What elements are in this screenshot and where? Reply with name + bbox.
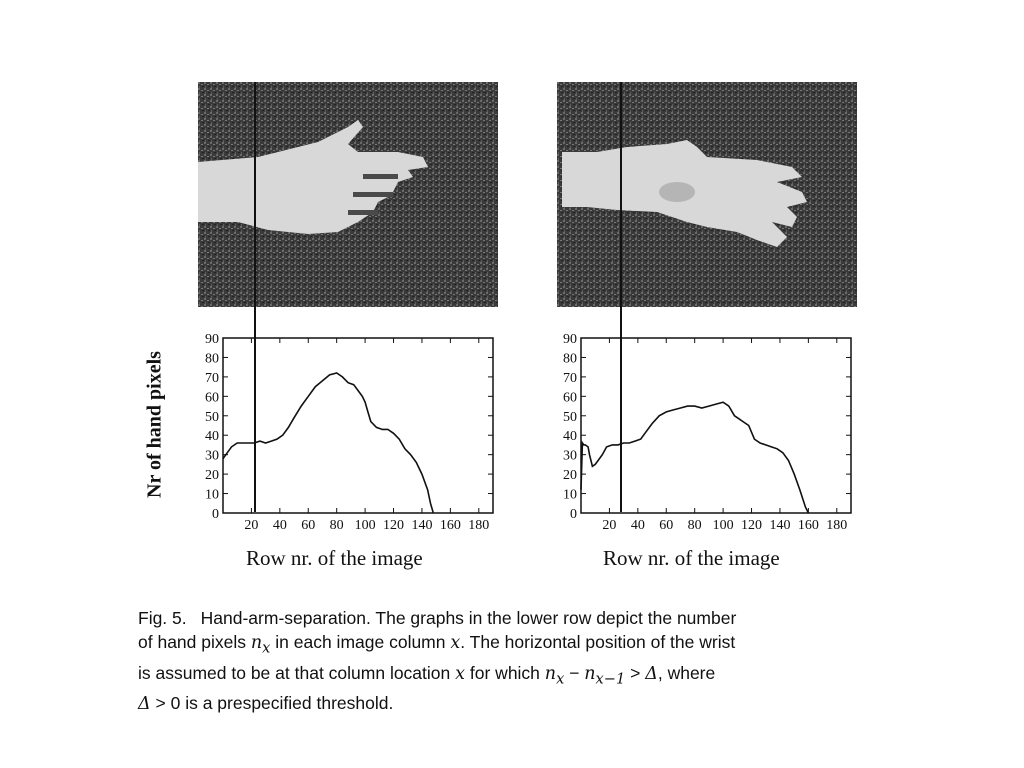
caption-text: is assumed to be at that column location: [138, 662, 451, 683]
x-tick-label: 180: [826, 518, 848, 533]
y-tick-label: 40: [205, 429, 219, 445]
y-tick-label: 20: [563, 468, 577, 484]
caption-text: , where: [657, 662, 716, 683]
caption-text: in each image column: [275, 632, 446, 652]
var-n-prev-sub: x−1: [595, 670, 626, 687]
plot-frame: [223, 338, 493, 513]
y-axis-title: Nr of hand pixels: [143, 351, 166, 498]
caption-line-2: [138, 630, 858, 661]
caption-text: is a prespecified threshold.: [180, 693, 394, 713]
var-n-sub: x: [556, 670, 565, 687]
figure-label: Fig. 5.: [138, 608, 187, 628]
caption-text: of hand pixels: [138, 632, 246, 652]
x-tick-label: 60: [659, 518, 674, 533]
minus: −: [564, 662, 585, 683]
x-axis-title-right: Row nr. of the image: [603, 546, 780, 570]
y-tick-label: 0: [212, 507, 219, 522]
x-tick-label: 180: [468, 518, 490, 533]
y-tick-label: 30: [563, 448, 577, 464]
y-tick-label: 0: [570, 507, 577, 522]
var-n: n: [544, 663, 557, 684]
y-tick-label: 10: [563, 487, 577, 503]
x-tick-label: 20: [602, 518, 617, 533]
delta-symbol: Δ: [645, 663, 658, 684]
y-tick-label: 30: [205, 448, 219, 464]
x-tick-label: 160: [797, 518, 819, 533]
x-tick-label: 40: [630, 518, 645, 533]
x-tick-label: 20: [244, 518, 259, 533]
caption-line-4: [138, 691, 858, 716]
chart-right: [553, 330, 858, 533]
caption-title: Hand-arm-separation. The graphs in the lower row depict the number: [200, 608, 737, 628]
x-tick-label: 60: [301, 518, 316, 533]
y-tick-label: 90: [563, 332, 577, 347]
y-tick-label: 70: [563, 370, 577, 386]
y-tick-label: 60: [205, 390, 219, 406]
caption-text: > 0: [150, 693, 181, 713]
caption-line-3: [138, 661, 858, 692]
var-x: x: [450, 633, 461, 653]
hand-photo-right: [557, 82, 857, 307]
x-tick-label: 140: [769, 518, 791, 533]
y-tick-label: 40: [563, 429, 577, 445]
hand-photo-left: [198, 82, 498, 307]
caption-text: for which: [469, 662, 540, 683]
caption-line-1: [138, 606, 858, 630]
y-tick-label: 50: [563, 409, 577, 425]
y-tick-label: 10: [205, 487, 219, 503]
delta-symbol: Δ: [138, 694, 151, 714]
y-tick-label: 70: [205, 370, 219, 386]
y-tick-label: 60: [563, 390, 577, 406]
x-tick-label: 160: [439, 518, 461, 533]
x-tick-label: 140: [411, 518, 433, 533]
hand-silhouette-right: [557, 82, 857, 307]
data-series-line: [223, 373, 433, 513]
y-tick-label: 80: [563, 351, 577, 367]
x-tick-label: 120: [741, 518, 763, 533]
y-tick-label: 80: [205, 351, 219, 367]
chart-left: [195, 330, 500, 533]
x-tick-label: 80: [329, 518, 344, 533]
x-tick-label: 120: [383, 518, 405, 533]
x-tick-label: 100: [712, 518, 734, 533]
figure-caption: [138, 606, 858, 716]
var-x: x: [455, 663, 466, 684]
var-n: n: [584, 663, 596, 684]
data-series-line: [581, 402, 808, 513]
hand-silhouette-left: [198, 82, 498, 307]
x-tick-label: 100: [354, 518, 376, 533]
var-n-sub: x: [262, 639, 271, 657]
x-axis-title-left: Row nr. of the image: [246, 546, 423, 570]
var-n: n: [250, 633, 263, 653]
greater-than: >: [625, 662, 646, 683]
caption-text: . The horizontal position of the wrist: [460, 632, 736, 652]
y-tick-label: 90: [205, 332, 219, 347]
x-tick-label: 40: [272, 518, 287, 533]
x-tick-label: 80: [687, 518, 702, 533]
plot-frame: [581, 338, 851, 513]
y-tick-label: 50: [205, 409, 219, 425]
y-tick-label: 20: [205, 468, 219, 484]
